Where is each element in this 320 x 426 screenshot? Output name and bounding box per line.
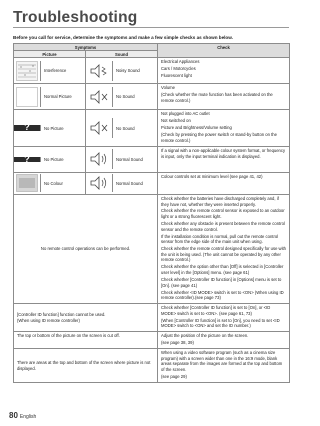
- check-item: Picture and Brightness/Volume setting: [161, 125, 232, 131]
- symptoms-header: Symptoms: [14, 44, 158, 51]
- check-item: Check whether any obstacle is present between the remote control sensor and the remote control.: [161, 221, 285, 232]
- normal-picture-icon: [14, 87, 41, 107]
- speaker-icon: [86, 149, 113, 169]
- check-cell: [158, 84, 290, 110]
- muted-speaker-icon: [86, 87, 113, 107]
- check-item: Electrical Appliances: [161, 59, 200, 65]
- check-item: Check whether the batteries have discharged completely and, if they have not, whether they were inserted properly.: [161, 195, 279, 207]
- table-row: [14, 110, 290, 147]
- table-row: [14, 84, 290, 110]
- table-row: [14, 58, 290, 84]
- speaker-icon: [86, 174, 113, 192]
- symptom-text: (When using ID remote controller): [17, 317, 80, 323]
- check-item: Check whether [Controller ID function] in [Options] menu is set to [On]. (see page 41): [161, 276, 282, 288]
- table-row: [14, 332, 290, 349]
- sound-subheader: Sound: [86, 51, 158, 58]
- symptom-cell: There are areas at the top and bottom of the screen where picture is not displayed.: [14, 349, 158, 383]
- check-item: (When [Controller ID function] is set to [On], you need to set <ID MODE> switch to <ON> and set the ID number.): [161, 317, 280, 329]
- check-item: If the installation condition is normal, pull out the remote control sensor from the edge side of the main unit when using.: [161, 233, 279, 245]
- picture-symptom-label: No Picture: [44, 156, 64, 162]
- check-item: (Check by pressing the power switch or stand-by button on the remote control.): [161, 132, 277, 143]
- picture-symptom-cell: [14, 172, 86, 194]
- sound-symptom-cell: [86, 110, 158, 147]
- symptom-cell: No remote control operations can be performed.: [14, 194, 158, 303]
- check-item: Check whether the remote control sensor is exposed to an outdoor light or a strong fluorescent light.: [161, 208, 285, 220]
- muted-speaker-icon: [86, 118, 113, 138]
- table-row: [14, 172, 290, 194]
- sound-symptom-label: Noisy Sound: [116, 68, 140, 74]
- check-item: Colour controls set at minimum level (see page 41, 42): [161, 173, 263, 179]
- noisy-speaker-icon: [86, 61, 113, 81]
- page-footer: [9, 411, 36, 420]
- check-item: Adjust the position of the picture on the screen.: [161, 333, 249, 339]
- language-label: English: [19, 414, 37, 420]
- check-item: Not switched on: [161, 118, 191, 124]
- symptom-cell: [14, 304, 158, 332]
- symptom-text: [Controller ID function] function cannot be used.: [17, 312, 106, 318]
- symptom-cell: The top or bottom of the picture on the screen is cut off.: [14, 332, 158, 349]
- title-divider: [13, 27, 289, 28]
- check-item: If a signal with a non-applicable colour system format, or frequency is input, only the input terminal indication is displayed.: [161, 147, 286, 159]
- page-title: Troubleshooting: [13, 9, 138, 26]
- check-item: Volume: [161, 85, 175, 91]
- sound-symptom-cell: [86, 172, 158, 194]
- check-item: Check whether the option other than [Off] is selected in [Controller user level] in the [Options] menu. (see page 61): [161, 264, 284, 275]
- interference-picture-icon: [14, 61, 41, 81]
- troubleshooting-table: [13, 43, 290, 383]
- picture-symptom-label: Interference: [44, 68, 67, 74]
- picture-symptom-cell: [14, 110, 86, 147]
- sound-symptom-label: Normal Sound: [116, 156, 143, 162]
- check-item: Not plugged into AC outlet: [161, 111, 210, 117]
- check-cell: [158, 349, 290, 383]
- picture-symptom-cell: [14, 146, 86, 172]
- sound-symptom-cell: [86, 58, 158, 84]
- check-item: (see page 38, 39): [161, 340, 194, 346]
- no-colour-picture-icon: [14, 174, 41, 192]
- check-cell: [158, 332, 290, 349]
- check-cell: [158, 146, 290, 172]
- table-row: [14, 146, 290, 172]
- check-header: Check: [158, 44, 290, 58]
- picture-symptom-label: No Picture: [44, 125, 64, 131]
- check-cell: [158, 110, 290, 147]
- no-picture-icon: ?: [14, 157, 41, 163]
- table-row: [14, 304, 290, 332]
- page-number: 80: [9, 411, 18, 420]
- picture-symptom-cell: [14, 84, 86, 110]
- sound-symptom-label: Normal Sound: [116, 180, 143, 186]
- check-item: Check whether the remote control designed specifically for use with the unit is being used. (The unit cannot be operated by any other remote control.): [161, 246, 287, 263]
- table-row: [14, 349, 290, 383]
- check-cell: [158, 194, 290, 303]
- picture-symptom-label: No Colour: [44, 180, 63, 186]
- check-cell: [158, 304, 290, 332]
- picture-subheader: Picture: [14, 51, 86, 58]
- check-item: (see page 29): [161, 374, 187, 380]
- check-cell: [158, 172, 290, 194]
- check-item: Check whether <ID MODE> switch is set to <ON> (When using ID remote controller).(see page 73): [161, 289, 284, 301]
- sound-symptom-label: No Sound: [116, 94, 135, 100]
- check-item: Cars / Motorcycles: [161, 66, 196, 72]
- intro-text: Before you call for service, determine the symptoms and make a few simple checks as shown below.: [13, 35, 233, 40]
- picture-symptom-cell: [14, 58, 86, 84]
- sound-symptom-label: No Sound: [116, 125, 135, 131]
- sound-symptom-cell: [86, 84, 158, 110]
- sound-symptom-cell: [86, 146, 158, 172]
- picture-symptom-label: Normal Picture: [44, 94, 72, 100]
- check-item: Fluorescent light: [161, 73, 192, 79]
- no-picture-icon: ?: [14, 125, 41, 131]
- check-item: Check whether [Controller ID function] is set to [On], or <ID MODE> switch is set to <ON>. (see page 61, 73): [161, 305, 271, 316]
- check-cell: [158, 58, 290, 84]
- table-row: [14, 194, 290, 303]
- check-item: When using a video software program (such as a cinema size program) with a screen wider than one in the 16:9 mode, blank areas separate from the images are formed at the top and bottom of the screen.: [161, 350, 283, 373]
- check-item: (Check whether the mute function has been activated on the remote control.): [161, 92, 273, 103]
